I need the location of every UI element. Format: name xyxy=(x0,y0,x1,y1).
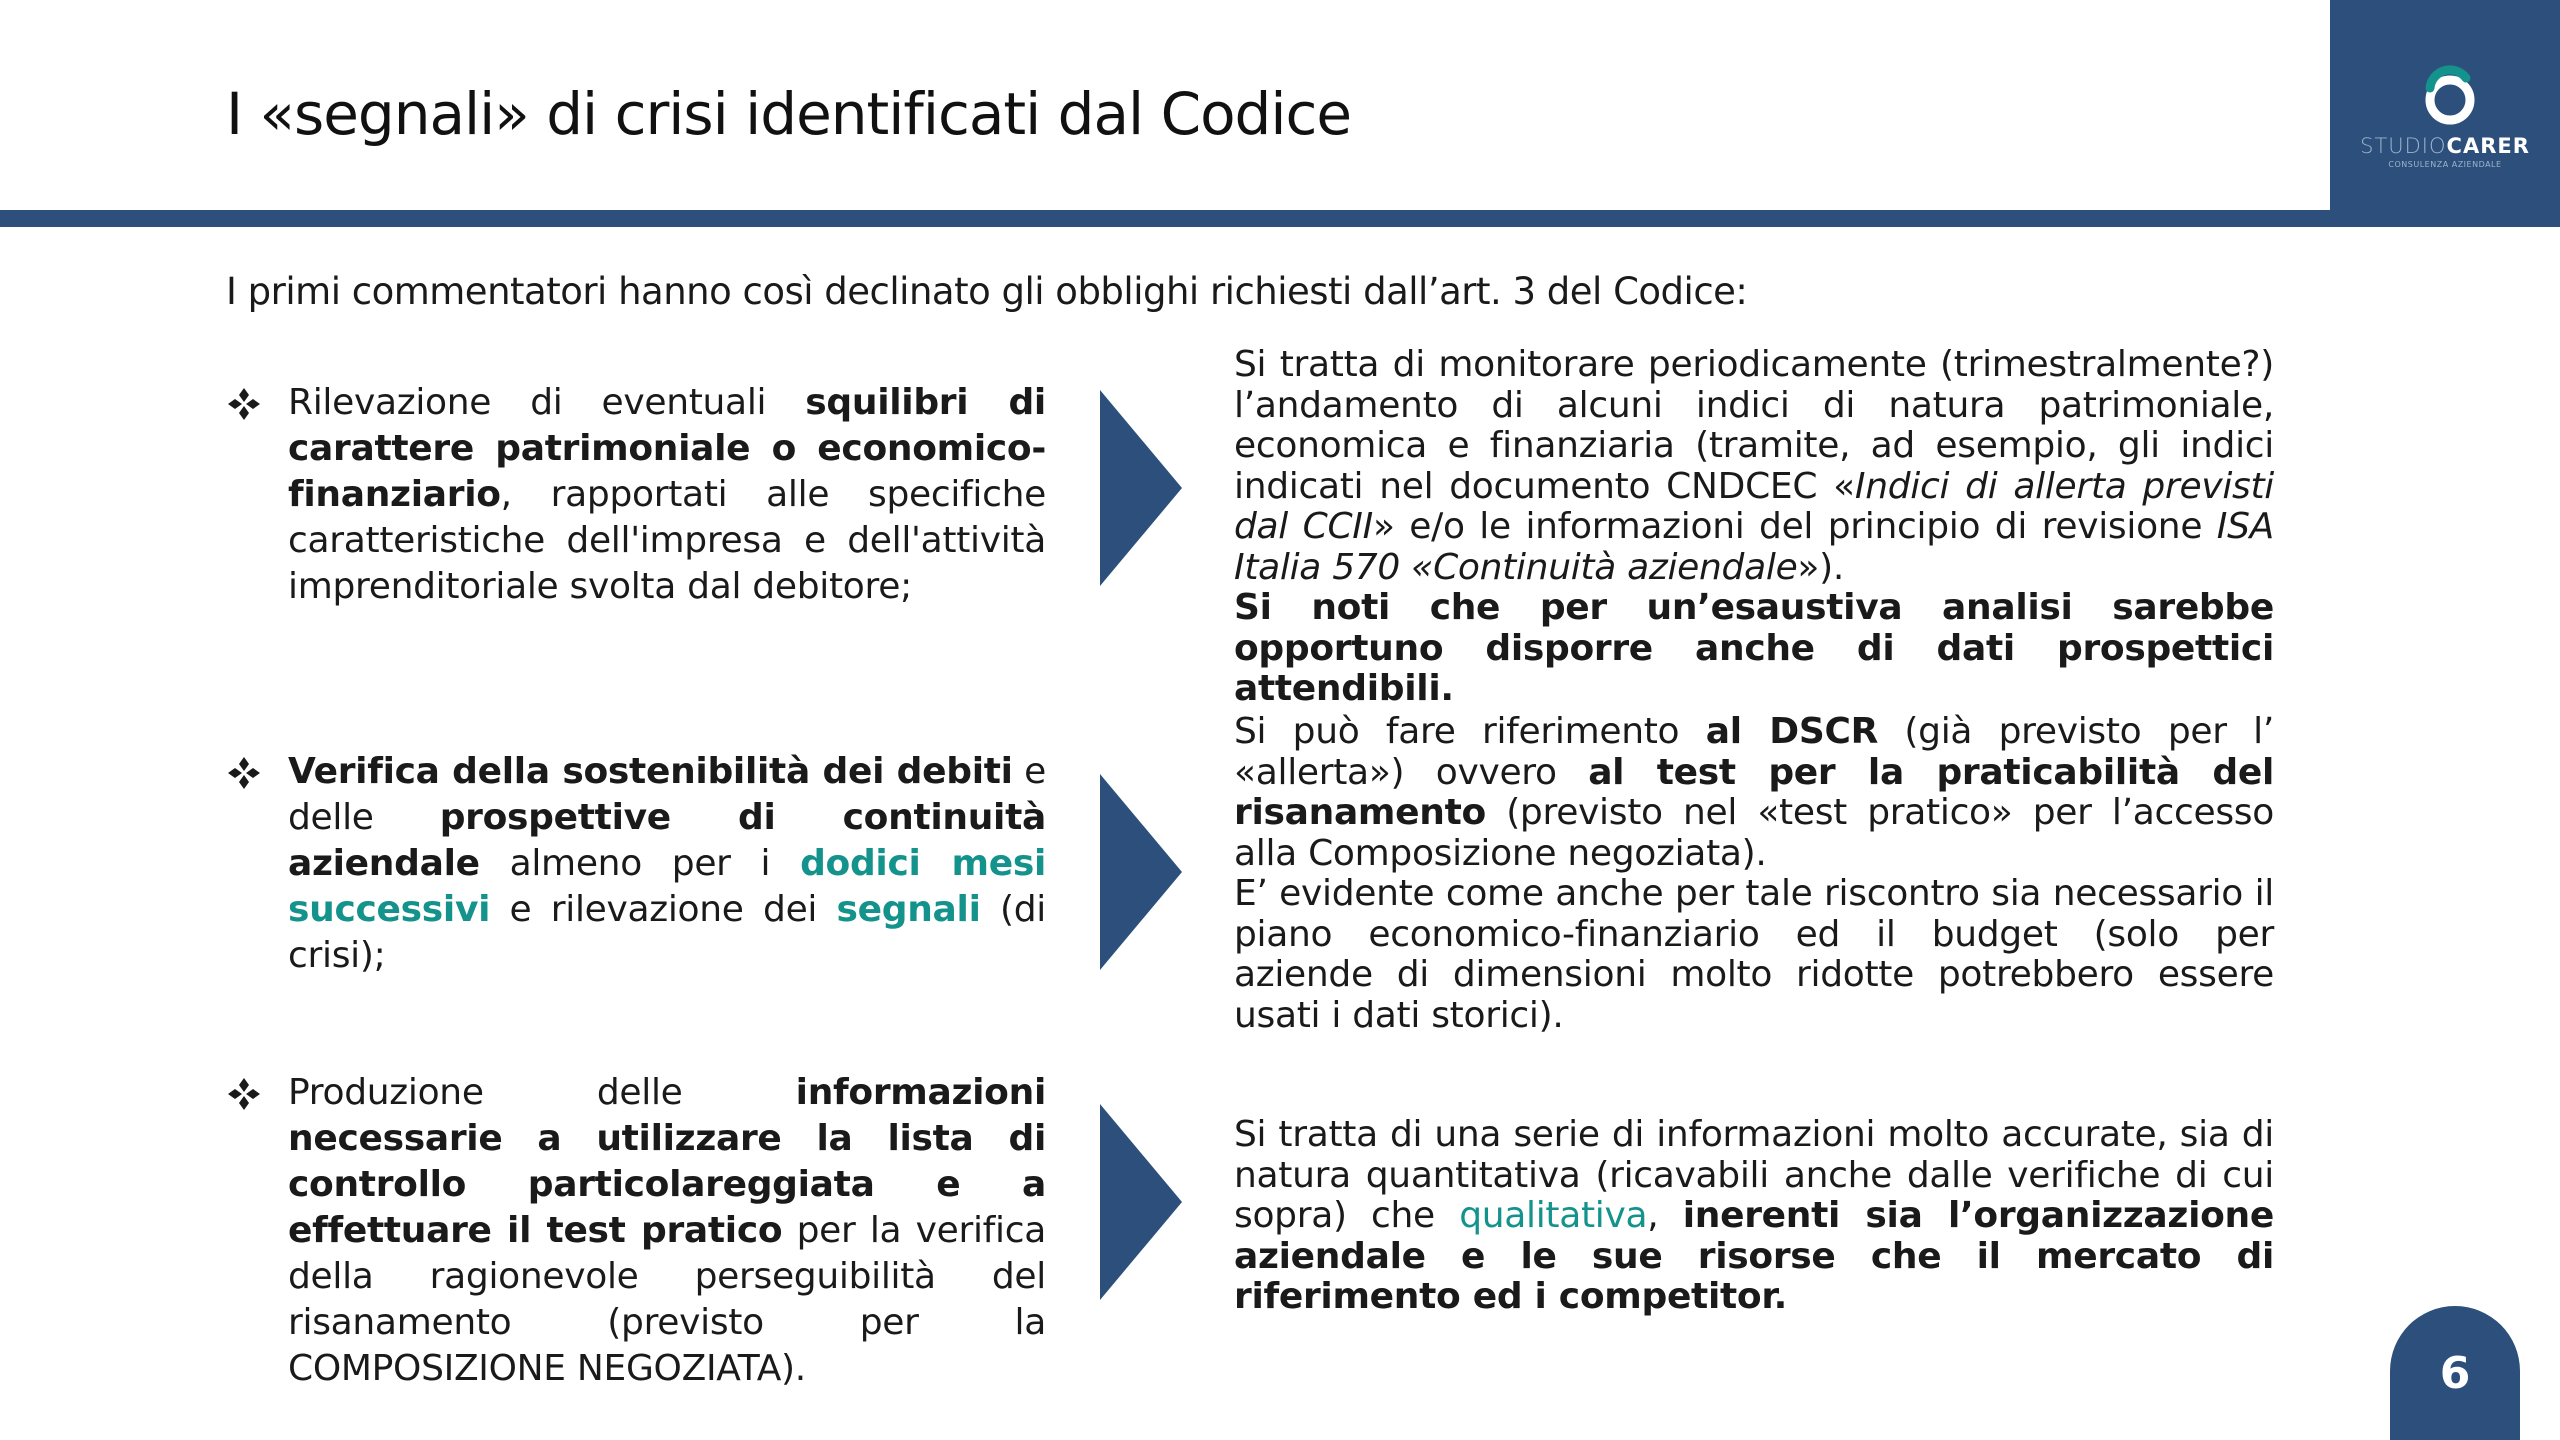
bullet-text-highlight: segnali xyxy=(836,889,981,930)
bullet-item-3 xyxy=(226,1070,1046,1392)
header-divider xyxy=(0,210,2560,227)
detail-text-part: (già previsto per l’ «allerta») ovvero xyxy=(1234,711,2274,793)
page-number: 6 xyxy=(2439,1348,2471,1399)
logo-tagline: CONSULENZA AZIENDALE xyxy=(2388,160,2502,169)
detail-paragraph: E’ evidente come anche per tale riscontro sia necessario il piano economico-finanziario ed il budget (solo per aziende di dimensioni molto ridotte potrebbero essere usati i dati storici). xyxy=(1234,873,2274,1036)
detail-text-bold: inerenti sia l’organizzazione aziendale e le sue risorse che il mercato di riferimento ed i competitor. xyxy=(1234,1195,2274,1317)
detail-paragraph xyxy=(1234,1115,2274,1318)
detail-text-part: » e/o le informazioni del principio di revisione xyxy=(1372,506,2217,547)
detail-text-italic: ISA Italia 570 «Continuità aziendale xyxy=(1234,506,2274,588)
detail-block-1 xyxy=(1234,345,2274,710)
detail-paragraph-bold: Si noti che per un’esaustiva analisi sarebbe opportuno disporre anche di dati prospettici attendibili. xyxy=(1234,587,2274,709)
logo-name-bold: CARER xyxy=(2446,134,2530,158)
detail-text-part: , xyxy=(1647,1195,1683,1236)
bullet-text xyxy=(288,1070,1046,1392)
page-number-badge xyxy=(2390,1306,2520,1440)
bullet-item-1 xyxy=(226,380,1046,610)
detail-text-highlight: qualitativa xyxy=(1459,1195,1648,1236)
four-diamond-bullet-icon xyxy=(226,755,262,791)
bullet-text-bold: Verifica della sostenibilità dei debiti xyxy=(288,751,1013,792)
bullet-text-part: Rilevazione di eventuali xyxy=(288,382,806,423)
bullet-text-part: almeno per i xyxy=(479,843,801,884)
chevron-right-icon xyxy=(1100,390,1182,586)
bullet-text-part: Produzione delle xyxy=(288,1072,796,1113)
page-title: I «segnali» di crisi identificati dal Codice xyxy=(226,80,1352,148)
bullet-text-part: (di crisi); xyxy=(288,889,1046,976)
detail-text-part: Si tratta di una serie di informazioni molto accurate, sia di natura quantitativa (ricavabili anche dalle verifiche di cui sopra) che xyxy=(1234,1114,2274,1236)
bullet-text xyxy=(288,749,1046,979)
logo-name-light: STUDIO xyxy=(2360,134,2447,158)
detail-text-bold: al DSCR xyxy=(1705,711,1878,752)
detail-text-italic: Indici di allerta previsti dal CCII xyxy=(1234,465,2275,547)
detail-text-part: (previsto nel «test pratico» per l’accesso alla Composizione negoziata). xyxy=(1234,792,2274,874)
four-diamond-bullet-icon xyxy=(226,1076,262,1112)
detail-text-part: »). xyxy=(1797,546,1845,588)
detail-paragraph xyxy=(1234,712,2274,874)
bullet-text-part: per la verifica della ragionevole perseguibilità del risanamento (previsto per la COMPOSIZIONE NEGOZIATA). xyxy=(288,1210,1046,1389)
bullet-text-highlight: dodici mesi successivi xyxy=(288,843,1046,930)
bullet-text-bold: prospettive di continuità aziendale xyxy=(288,797,1046,884)
chevron-right-icon xyxy=(1100,774,1182,970)
logo-mark-icon xyxy=(2414,58,2486,130)
detail-paragraph xyxy=(1234,345,2274,588)
bullet-text-bold: squilibri di carattere patrimoniale o economico-finanziario xyxy=(288,382,1046,515)
four-diamond-bullet-icon xyxy=(226,386,262,422)
bullet-text-bold: informazioni necessarie a utilizzare la lista di controllo particolareggiata e a effettuare il test pratico xyxy=(288,1072,1046,1251)
detail-text-part: Si può fare riferimento xyxy=(1234,711,1706,752)
logo-wordmark xyxy=(2330,134,2560,158)
detail-text-bold: al test per la praticabilità del risanamento xyxy=(1234,751,2274,833)
bullet-item-2 xyxy=(226,749,1046,979)
bullet-text-part: , rapportati alle specifiche caratteristiche dell'impresa e dell'attività imprenditoriale svolta dal debitore; xyxy=(288,474,1046,607)
detail-block-2 xyxy=(1234,712,2274,1036)
intro-text: I primi commentatori hanno così declinato gli obblighi richiesti dall’art. 3 del Codice: xyxy=(226,270,1748,313)
company-logo xyxy=(2330,0,2560,218)
bullet-text-part: e rilevazione dei xyxy=(490,889,837,930)
detail-block-3 xyxy=(1234,1115,2274,1318)
chevron-right-icon xyxy=(1100,1104,1182,1300)
bullet-text-part: e delle xyxy=(288,751,1046,838)
bullet-text xyxy=(288,380,1046,610)
detail-text-part: Si tratta di monitorare periodicamente (trimestralmente?) l’andamento di alcuni indici di natura patrimoniale, economica e finanziaria (tramite, ad esempio, gli indici indicati nel documento CNDCEC « xyxy=(1234,344,2274,507)
